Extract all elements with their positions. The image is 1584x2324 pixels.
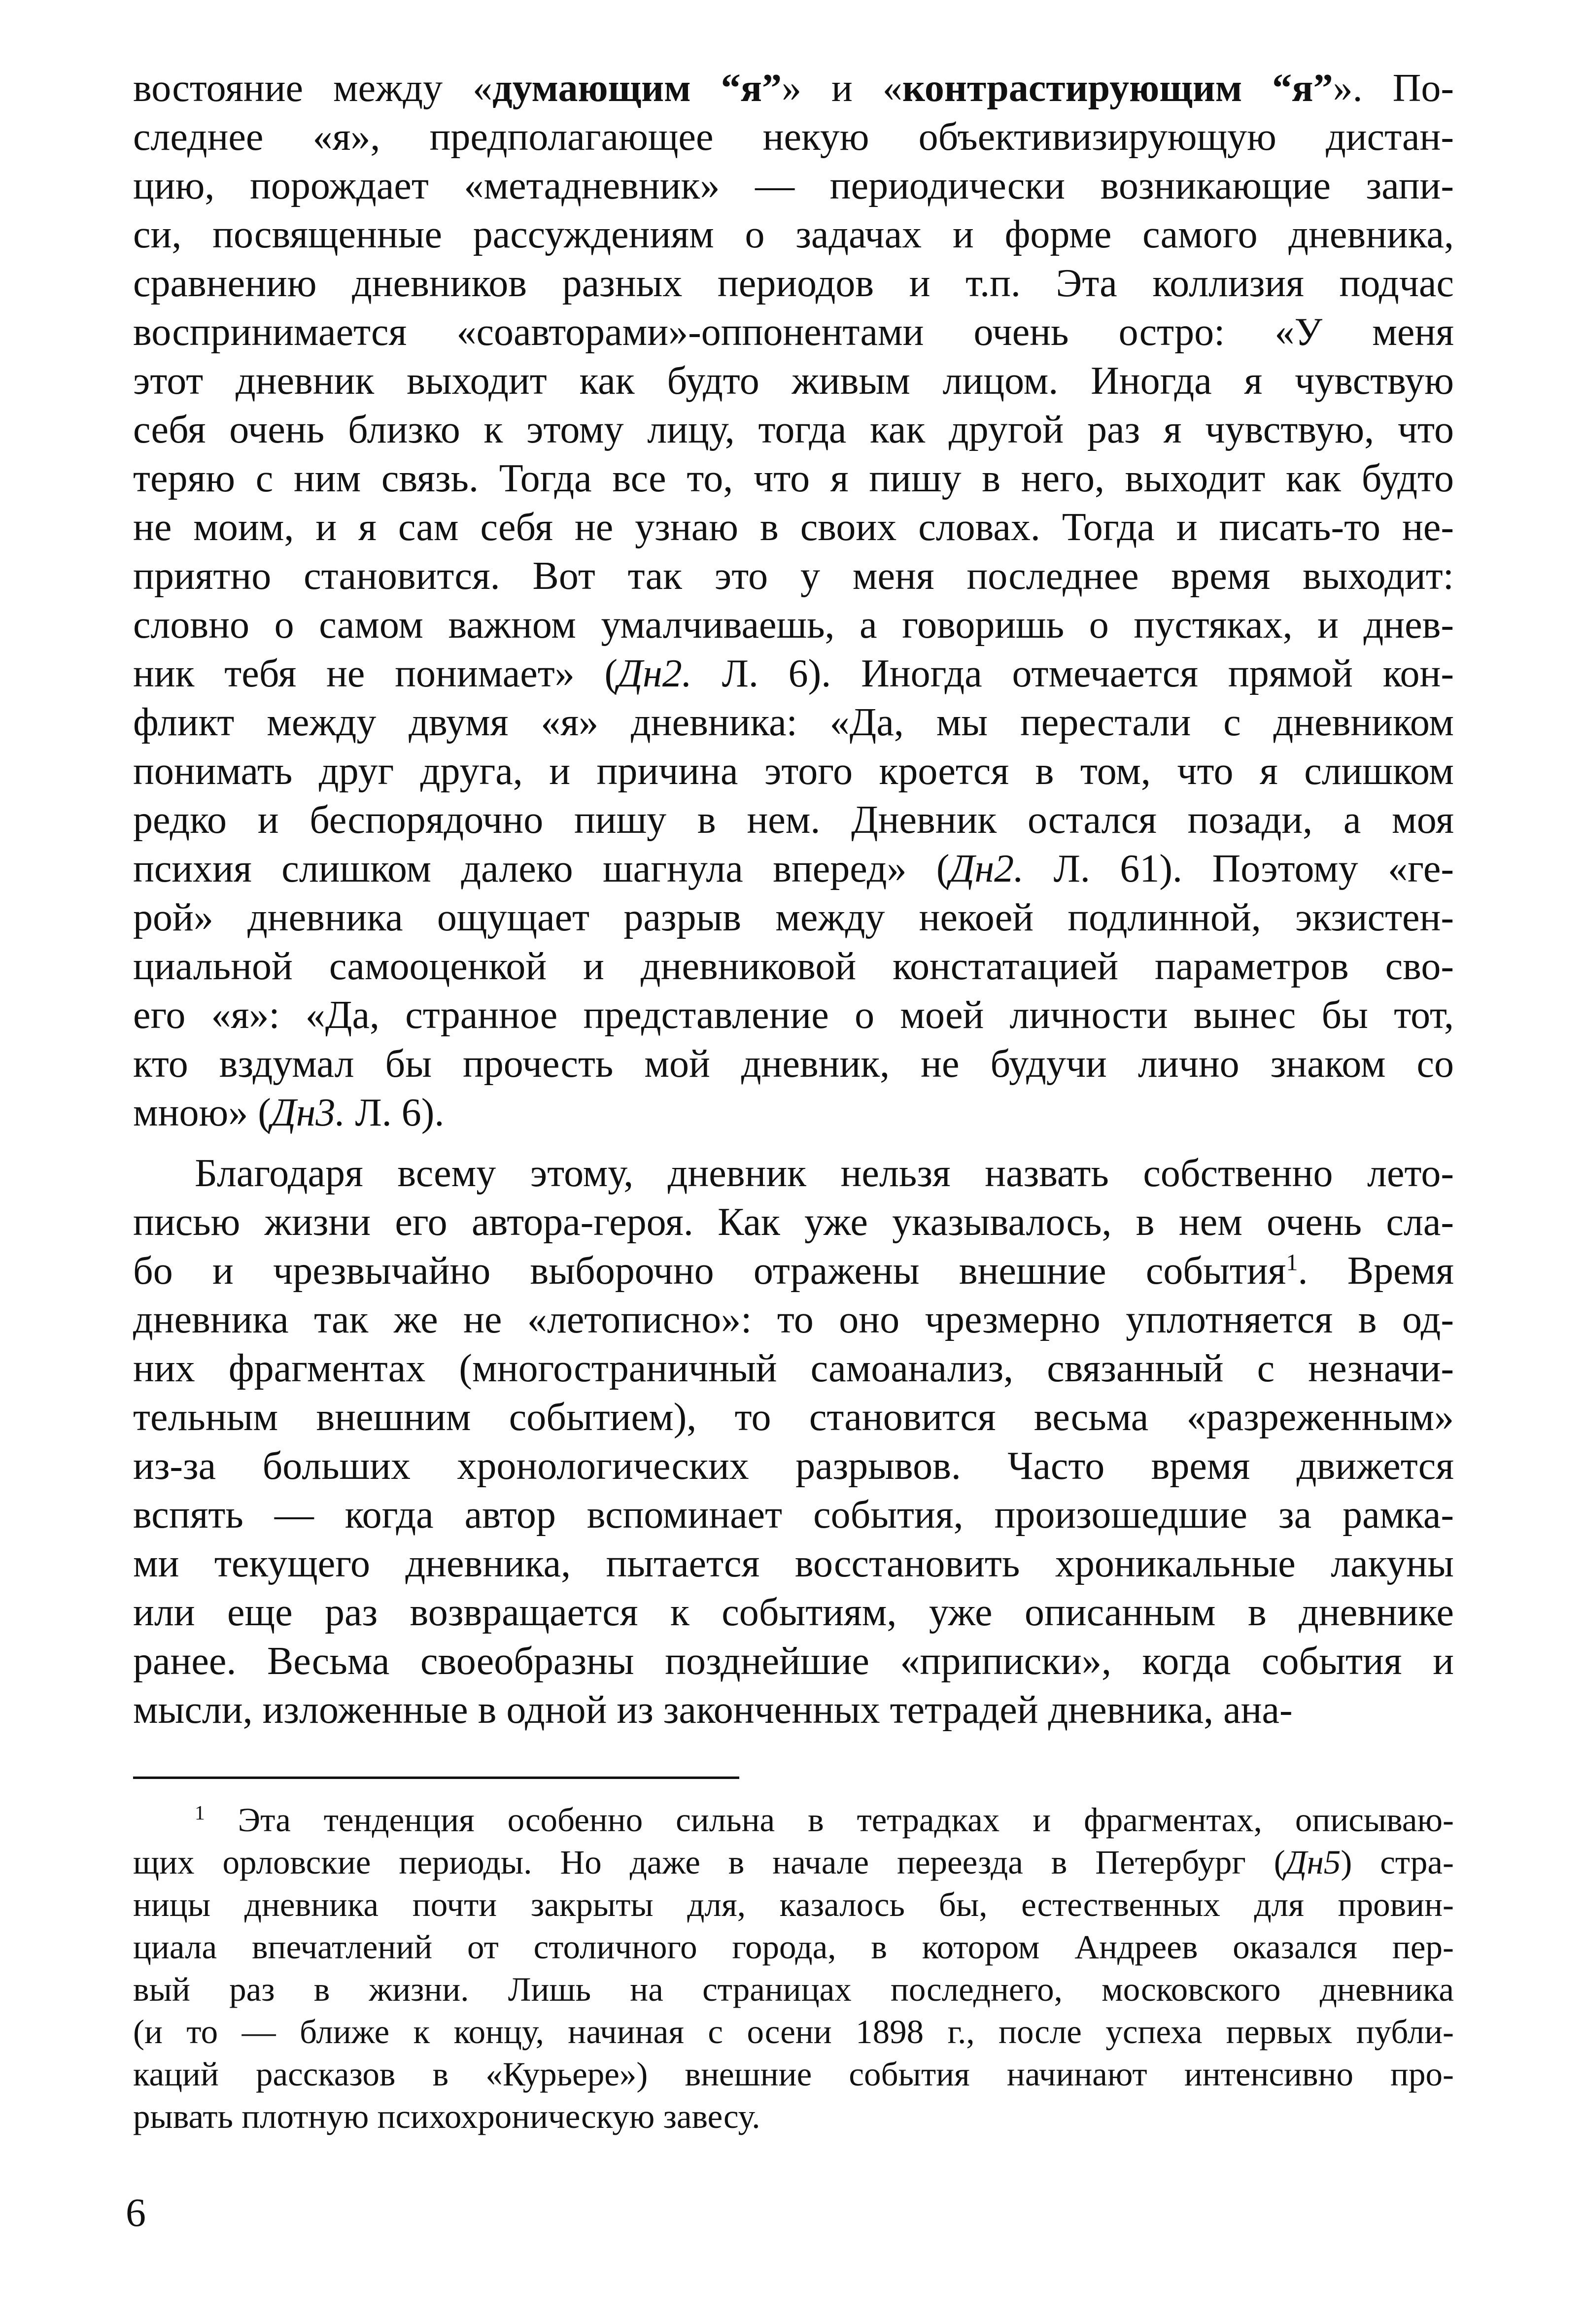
paragraph-gap [133, 1137, 1454, 1149]
text-line [133, 552, 1454, 601]
footnote [133, 1799, 1454, 2138]
source-reference: Дн3. [271, 1091, 345, 1134]
text-run: этот дневник выходит как будто живым лицом. Иногда я чувствую [133, 359, 1454, 403]
text-run: тельным внешним событием), то становится весьма «разреженным» [133, 1396, 1454, 1439]
text-run: понимать друг друга, и причина этого кроется в том, что я слишком [133, 750, 1454, 793]
source-reference: Дн2. [949, 847, 1024, 890]
text-line [133, 991, 1454, 1040]
text-run: них фрагментах (многостраничный самоанализ, связанный с незначи- [133, 1347, 1454, 1390]
page-number: 6 [126, 2190, 146, 2235]
text-line [133, 1637, 1454, 1686]
text-line [133, 1149, 1454, 1198]
text-run: следнее «я», предполагающее некую объективизирующую дистан- [133, 115, 1454, 159]
text-run: словно о самом важном умалчиваешь, а говоришь о пустяках, и днев- [133, 603, 1454, 647]
text-line [133, 1968, 1454, 2011]
text-line [133, 942, 1454, 991]
source-reference: Дн5 [1285, 1844, 1341, 1881]
text-run: си, посвященные рассуждениям о задачах и форме самого дневника, [133, 213, 1454, 256]
text-line [133, 503, 1454, 552]
text-run: психия слишком далеко шагнула вперед» ( [133, 847, 950, 890]
text-run: сравнению дневников разных периодов и т.п. Эта коллизия подчас [133, 262, 1454, 305]
text-line [133, 893, 1454, 942]
text-run: писью жизни его автора-героя. Как уже указывалось, в нем очень сла- [133, 1200, 1454, 1244]
text-line [133, 1442, 1454, 1491]
text-line [133, 1296, 1454, 1344]
text-run: из-за больших хронологических разрывов. Часто время движется [133, 1444, 1454, 1488]
paragraph-1 [133, 64, 1454, 1137]
text-run: себя очень близко к этому лицу, тогда как другой раз я чувствую, что [133, 408, 1454, 451]
text-run: Благодаря всему этому, дневник нельзя назвать собственно лето- [195, 1152, 1454, 1195]
text-line [133, 64, 1454, 113]
text-run: ». По- [1333, 67, 1454, 110]
text-run: ранее. Весьма своеобразны позднейшие «приписки», когда события и [133, 1640, 1454, 1683]
text-line [133, 1247, 1454, 1296]
text-run: приятно становится. Вот так это у меня последнее время выходит: [133, 554, 1454, 598]
text-run: рывать плотную психохроническую завесу. [133, 2098, 760, 2135]
text-run: воспринимается «соавторами»-оппонентами очень остро: «У меня [133, 310, 1454, 354]
text-line [133, 406, 1454, 454]
text-line [133, 454, 1454, 503]
paragraph-2 [133, 1149, 1454, 1735]
text-run: мною» ( [133, 1091, 271, 1134]
text-run: Эта тенденция особенно сильна в тетрадках и фрагментах, описываю- [205, 1801, 1454, 1839]
text-run: востояние между « [133, 67, 493, 110]
text-run: Л. 6). [345, 1091, 445, 1134]
text-run: Л. 6). Иногда отмечается прямой кон- [691, 652, 1454, 695]
bold-term: думающим “я” [492, 67, 782, 110]
text-line [133, 796, 1454, 845]
text-line [133, 747, 1454, 796]
footnote-marker: 1 [195, 1801, 205, 1824]
text-run: ми текущего дневника, пытается восстановить хроникальные лакуны [133, 1542, 1454, 1585]
text-line [133, 1089, 1454, 1137]
text-run: его «я»: «Да, странное представление о моей личности вынес бы тот, [133, 993, 1454, 1037]
text-run: циала впечатлений от столичного города, в котором Андреев оказался пер- [133, 1928, 1454, 1966]
text-run: . Время [1298, 1249, 1454, 1293]
text-run: вый раз в жизни. Лишь на страницах последнего, московского дневника [133, 1971, 1454, 2008]
text-line [133, 2053, 1454, 2095]
text-run: теряю с ним связь. Тогда все то, что я пишу в него, выходит как будто [133, 457, 1454, 500]
text-run: рой» дневника ощущает разрыв между некоей подлинной, экзистен- [133, 896, 1454, 939]
text-line [133, 1393, 1454, 1442]
text-line [133, 357, 1454, 406]
text-run: каций рассказов в «Курьере») внешние события начинают интенсивно про- [133, 2055, 1454, 2093]
text-line [133, 308, 1454, 357]
text-line [133, 2095, 1454, 2138]
text-run: цию, порождает «метадневник» — периодически возникающие запи- [133, 164, 1454, 207]
text-line [133, 601, 1454, 649]
text-run: не моим, и я сам себя не узнаю в своих словах. Тогда и писать-то не- [133, 506, 1454, 549]
text-run: ницы дневника почти закрыты для, казалось бы, естественных для провин- [133, 1886, 1454, 1923]
text-line [133, 210, 1454, 259]
text-run: вспять — когда автор вспоминает события, произошедшие за рамка- [133, 1493, 1454, 1537]
main-text [133, 64, 1454, 1735]
footnote-separator [133, 1777, 739, 1779]
text-run: щих орловские периоды. Но даже в начале переезда в Петербург ( [133, 1844, 1285, 1881]
source-reference: Дн2. [618, 652, 692, 695]
text-line [133, 1686, 1454, 1735]
text-line [133, 698, 1454, 747]
text-run: мысли, изложенные в одной из законченных тетрадей дневника, ана- [133, 1688, 1293, 1732]
text-line [133, 2011, 1454, 2053]
text-line [133, 113, 1454, 162]
text-run: кто вздумал бы прочесть мой дневник, не будучи лично знаком со [133, 1042, 1454, 1086]
text-line [133, 1539, 1454, 1588]
text-line [133, 649, 1454, 698]
text-line [133, 1040, 1454, 1089]
text-line [133, 845, 1454, 893]
text-line [133, 1588, 1454, 1637]
text-run: бо и чрезвычайно выборочно отражены внешние события [133, 1249, 1286, 1293]
text-line [133, 1344, 1454, 1393]
text-line [133, 162, 1454, 210]
text-run: циальной самооценкой и дневниковой констатацией параметров сво- [133, 945, 1454, 988]
text-line [133, 1883, 1454, 1926]
text-line [133, 1799, 1454, 1841]
text-line [133, 1198, 1454, 1247]
text-line [133, 1841, 1454, 1883]
text-run: (и то — ближе к концу, начиная с осени 1898 г., после успеха первых публи- [133, 2013, 1454, 2051]
text-run: фликт между двумя «я» дневника: «Да, мы перестали с дневником [133, 701, 1454, 744]
text-run: редко и беспорядочно пишу в нем. Дневник остался позади, а моя [133, 798, 1454, 842]
text-run: Л. 61). Поэтому «ге- [1024, 847, 1454, 890]
text-line [133, 259, 1454, 308]
text-run: ) стра- [1341, 1844, 1454, 1881]
text-run: дневника так же не «летописно»: то оно чрезмерно уплотняется в од- [133, 1298, 1454, 1341]
text-line [133, 1926, 1454, 1968]
text-line [133, 1491, 1454, 1539]
text-run: » и « [782, 67, 902, 110]
footnote-marker: 1 [1286, 1249, 1298, 1276]
bold-term: контрастирующим “я” [902, 67, 1333, 110]
text-run: или еще раз возвращается к событиям, уже описанным в дневнике [133, 1591, 1454, 1634]
text-run: ник тебя не понимает» ( [133, 652, 618, 695]
